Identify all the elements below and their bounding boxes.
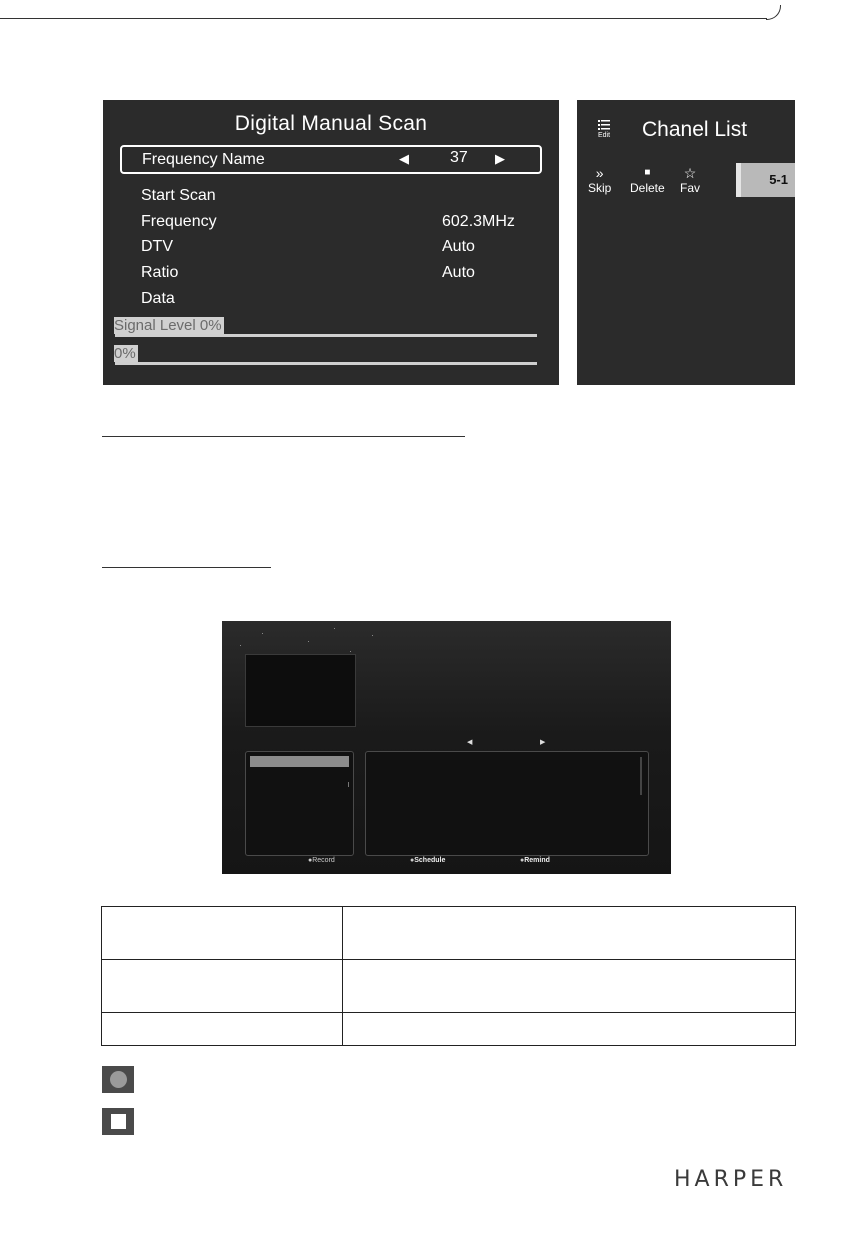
star-dot (240, 645, 241, 646)
table-cell (343, 1013, 796, 1046)
arrow-left-icon[interactable]: ◀ (467, 739, 473, 746)
epg-video-preview (245, 654, 356, 727)
skip-icon: » (595, 165, 604, 181)
heading-underline (102, 567, 271, 568)
edit-label: Edit (598, 132, 611, 139)
scan-progress-label: 0% (114, 345, 136, 362)
table-row (102, 907, 796, 960)
menu-item-frequency[interactable]: Frequency (141, 213, 217, 230)
delete-icon: ■ (644, 167, 651, 178)
edit-list-icon[interactable] (598, 120, 610, 130)
delete-button[interactable] (630, 165, 665, 195)
star-dot (372, 635, 373, 636)
ratio-value: Auto (442, 264, 475, 281)
record-button[interactable]: ●Record (308, 857, 335, 864)
star-dot (350, 651, 351, 652)
menu-item-start-scan[interactable]: Start Scan (141, 187, 216, 204)
star-dot (308, 641, 309, 642)
arrow-right-icon[interactable]: ▶ (495, 151, 505, 166)
signal-level-bar (115, 334, 537, 337)
frequency-name-value: 37 (450, 149, 468, 166)
dtv-value: Auto (442, 238, 475, 255)
frequency-value: 602.3MHz (442, 213, 515, 230)
stop-key-icon (102, 1108, 134, 1135)
arrow-right-icon[interactable]: ▶ (540, 739, 546, 746)
scan-progress-bar (115, 362, 537, 365)
frequency-name-label: Frequency Name (142, 151, 265, 168)
table-row (102, 1013, 796, 1046)
skip-label: Skip (588, 181, 612, 195)
star-icon: ☆ (683, 165, 697, 181)
channel-list-panel (577, 100, 795, 385)
skip-button[interactable] (588, 165, 611, 195)
record-key-icon (102, 1066, 134, 1093)
record-label: Record (312, 857, 335, 864)
circle-icon (110, 1071, 127, 1088)
menu-item-data[interactable]: Data (141, 290, 175, 307)
signal-level-label: Signal Level 0% (114, 317, 222, 334)
brand-logo: HARPER (674, 1167, 788, 1192)
channel-tab-5-1[interactable]: 5-1 (736, 163, 795, 197)
menu-item-dtv[interactable]: DTV (141, 238, 173, 255)
info-table (101, 906, 796, 1046)
scan-panel-title: Digital Manual Scan (234, 112, 428, 135)
fav-label: Fav (680, 181, 701, 195)
star-dot (334, 628, 335, 629)
square-icon (111, 1114, 126, 1129)
heading-underline (102, 436, 465, 437)
remind-button[interactable]: ●Remind (520, 857, 550, 864)
table-cell (102, 960, 343, 1013)
table-row (102, 960, 796, 1013)
star-dot (262, 633, 263, 634)
table-cell (102, 907, 343, 960)
table-cell (343, 960, 796, 1013)
schedule-button[interactable]: ●Schedule (410, 857, 446, 864)
frequency-name-selector[interactable] (120, 145, 542, 174)
remind-label: Remind (524, 857, 550, 864)
epg-selected-channel[interactable] (250, 756, 349, 767)
digital-manual-scan-panel (103, 100, 559, 385)
channel-list-title: Chanel List (642, 118, 748, 141)
epg-screen (222, 621, 671, 874)
table-cell (343, 907, 796, 960)
arrow-left-icon[interactable]: ◀ (399, 151, 409, 166)
page-top-rule (0, 18, 767, 19)
schedule-label: Schedule (414, 857, 446, 864)
table-cell (102, 1013, 343, 1046)
epg-channel-list (245, 751, 354, 856)
fav-button[interactable] (680, 165, 700, 195)
epg-list-marker (348, 782, 349, 787)
epg-scrollbar[interactable] (640, 757, 642, 795)
epg-program-grid (365, 751, 649, 856)
delete-label: Delete (630, 181, 665, 195)
menu-item-ratio[interactable]: Ratio (141, 264, 179, 281)
